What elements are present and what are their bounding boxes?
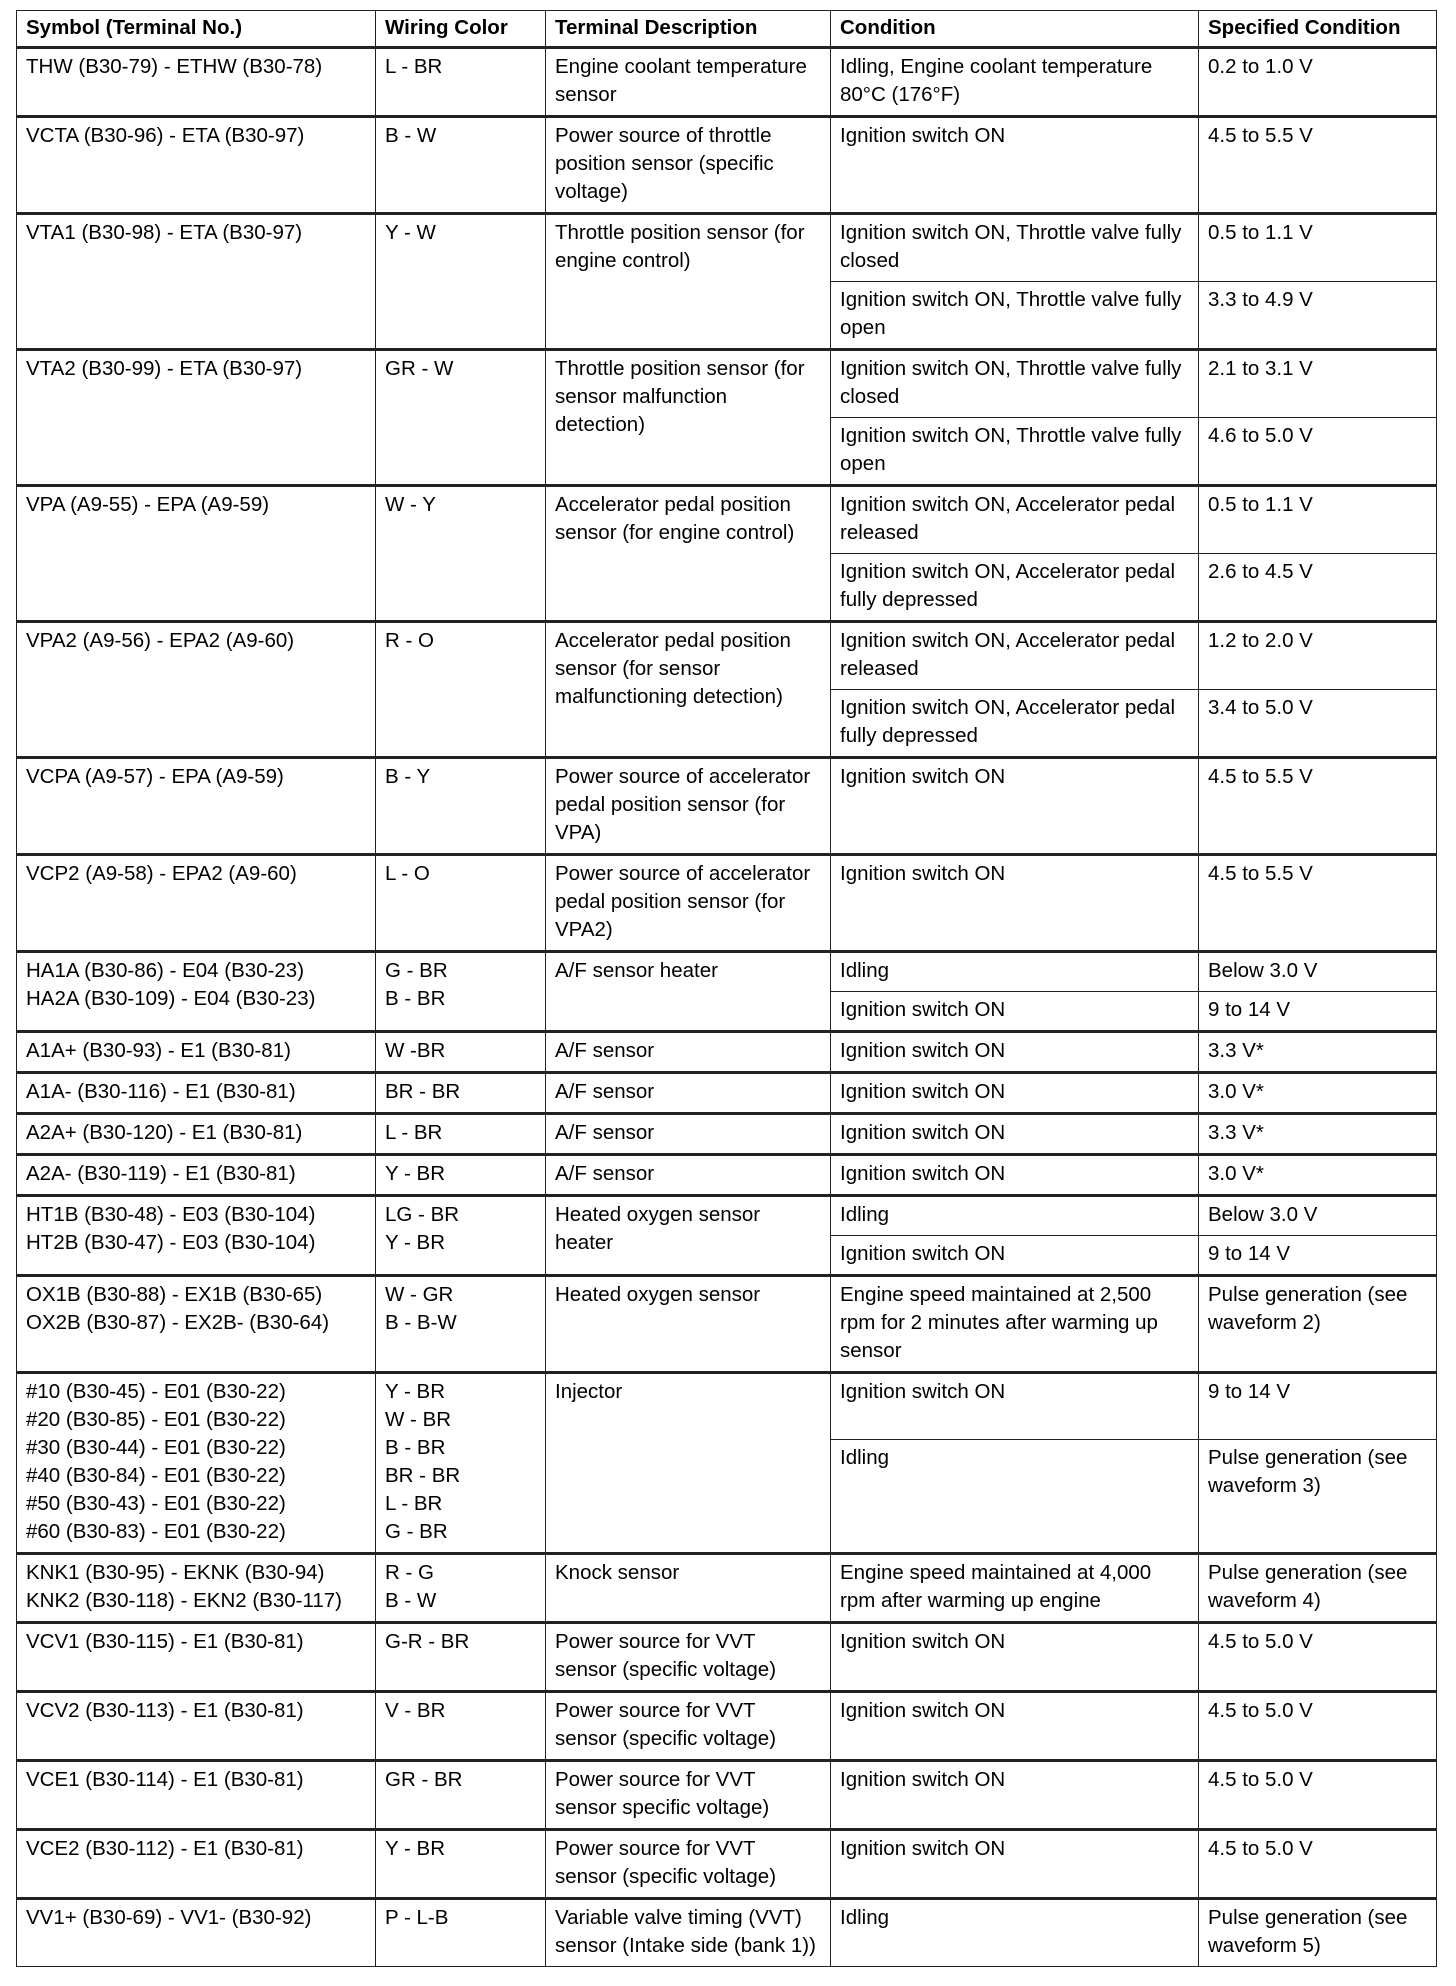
symbol-cell [17,1554,376,1623]
terminal-description-cell: Injector [546,1373,831,1554]
symbol-cell [17,1114,376,1155]
wiring-color-cell-line: L - BR [385,55,443,78]
condition-cell: Ignition switch ON, Accelerator pedal released [831,622,1199,690]
wiring-color-cell-line: Y - BR [385,1231,445,1254]
terminal-description-cell: Throttle position sensor (for engine control) [546,214,831,350]
symbol-cell [17,758,376,855]
specified-condition-cell: Pulse generation (see waveform 2) [1199,1276,1437,1373]
condition-cell: Engine speed maintained at 2,500 rpm for 2 minutes after warming up sensor [831,1276,1199,1373]
terminal-description-cell: Power source for VVT sensor specific voltage) [546,1761,831,1830]
header-specified-condition: Specified Condition [1199,11,1437,48]
wiring-color-cell-line: GR - W [385,357,454,380]
symbol-cell [17,117,376,214]
symbol-cell [17,1899,376,1967]
terminal-description-cell: Power source for VVT sensor (specific voltage) [546,1830,831,1899]
symbol-cell-line: #20 (B30-85) - E01 (B30-22) [26,1408,286,1431]
condition-cell: Ignition switch ON [831,855,1199,952]
terminal-description-cell: Knock sensor [546,1554,831,1623]
symbol-cell-line: KNK1 (B30-95) - EKNK (B30-94) [26,1561,325,1584]
condition-cell: Idling [831,1440,1199,1554]
condition-cell: Ignition switch ON, Accelerator pedal fully depressed [831,554,1199,622]
table-row [17,486,1437,554]
specified-condition-cell: 4.5 to 5.5 V [1199,855,1437,952]
condition-cell: Ignition switch ON, Throttle valve fully closed [831,350,1199,418]
wiring-color-cell [376,1114,546,1155]
specified-condition-cell: Pulse generation (see waveform 4) [1199,1554,1437,1623]
wiring-color-cell-line: B - Y [385,765,431,788]
wiring-color-cell-line: L - O [385,862,430,885]
condition-cell: Ignition switch ON [831,1373,1199,1440]
wiring-color-cell [376,48,546,117]
terminal-description-cell: Accelerator pedal position sensor (for engine control) [546,486,831,622]
wiring-color-cell-line: W - BR [385,1408,452,1431]
wiring-color-cell [376,952,546,1032]
condition-cell: Ignition switch ON [831,1623,1199,1692]
terminal-description-cell: Power source of accelerator pedal position sensor (for VPA) [546,758,831,855]
wiring-color-cell [376,1155,546,1196]
wiring-color-cell [376,1623,546,1692]
header-wiring-color: Wiring Color [376,11,546,48]
table-row [17,1899,1437,1967]
header-row [17,11,1437,48]
condition-cell: Ignition switch ON, Accelerator pedal released [831,486,1199,554]
symbol-cell-line: VCV1 (B30-115) - E1 (B30-81) [26,1630,304,1653]
symbol-cell-line: HA1A (B30-86) - E04 (B30-23) [26,959,305,982]
terminal-description-cell: A/F sensor [546,1073,831,1114]
wiring-color-cell-line: B - W [385,1589,437,1612]
symbol-cell-line: VCP2 (A9-58) - EPA2 (A9-60) [26,862,297,885]
table-row [17,758,1437,855]
specified-condition-cell: 1.2 to 2.0 V [1199,622,1437,690]
specified-condition-cell: 0.5 to 1.1 V [1199,214,1437,282]
symbol-cell-line: A1A- (B30-116) - E1 (B30-81) [26,1080,296,1103]
symbol-cell [17,1276,376,1373]
symbol-cell-line: THW (B30-79) - ETHW (B30-78) [26,55,323,78]
symbol-cell-line: VV1+ (B30-69) - VV1- (B30-92) [26,1906,312,1929]
terminal-description-cell: Power source of throttle position sensor (specific voltage) [546,117,831,214]
table-row [17,1276,1437,1373]
wiring-color-cell [376,1032,546,1073]
condition-cell: Idling [831,1196,1199,1236]
symbol-cell [17,48,376,117]
specified-condition-cell: 3.0 V* [1199,1073,1437,1114]
wiring-color-cell-line: Y - W [385,221,436,244]
symbol-cell [17,214,376,350]
symbol-cell-line: #10 (B30-45) - E01 (B30-22) [26,1380,286,1403]
specified-condition-cell: 3.3 V* [1199,1114,1437,1155]
condition-cell: Ignition switch ON, Accelerator pedal fully depressed [831,690,1199,758]
symbol-cell [17,1692,376,1761]
wiring-color-cell [376,1373,546,1554]
symbol-cell-line: #50 (B30-43) - E01 (B30-22) [26,1492,286,1515]
wiring-color-cell-line: R - O [385,629,434,652]
condition-cell: Idling, Engine coolant temperature 80°C (176°F) [831,48,1199,117]
terminal-description-cell: Power source for VVT sensor (specific voltage) [546,1692,831,1761]
symbol-cell-line: VCE1 (B30-114) - E1 (B30-81) [26,1768,304,1791]
terminal-description-cell: Throttle position sensor (for sensor malfunction detection) [546,350,831,486]
wiring-color-cell [376,486,546,622]
table-body [17,48,1437,1967]
wiring-color-cell [376,758,546,855]
symbol-cell-line: VCE2 (B30-112) - E1 (B30-81) [26,1837,304,1860]
specified-condition-cell: 9 to 14 V [1199,1373,1437,1440]
table-row [17,1196,1437,1236]
wiring-color-cell-line: BR - BR [385,1080,461,1103]
specified-condition-cell: 0.5 to 1.1 V [1199,486,1437,554]
terminal-description-cell: Heated oxygen sensor [546,1276,831,1373]
wiring-color-cell [376,1196,546,1276]
wiring-color-cell-line: W - GR [385,1283,454,1306]
symbol-cell [17,1623,376,1692]
condition-cell: Ignition switch ON [831,1155,1199,1196]
symbol-cell [17,1196,376,1276]
specified-condition-cell: Pulse generation (see waveform 3) [1199,1440,1437,1554]
wiring-color-cell-line: G - BR [385,959,448,982]
wiring-color-cell-line: B - BR [385,987,446,1010]
symbol-cell-line: A2A- (B30-119) - E1 (B30-81) [26,1162,296,1185]
wiring-color-cell [376,855,546,952]
specified-condition-cell: Pulse generation (see waveform 5) [1199,1899,1437,1967]
table-row [17,952,1437,992]
table-row [17,1155,1437,1196]
condition-cell: Ignition switch ON [831,1114,1199,1155]
symbol-cell-line: VPA2 (A9-56) - EPA2 (A9-60) [26,629,295,652]
condition-cell: Ignition switch ON [831,758,1199,855]
terminal-description-cell: A/F sensor [546,1032,831,1073]
condition-cell: Ignition switch ON [831,1032,1199,1073]
specified-condition-cell: 3.3 V* [1199,1032,1437,1073]
symbol-cell [17,952,376,1032]
specified-condition-cell: 2.6 to 4.5 V [1199,554,1437,622]
symbol-cell-line: HT1B (B30-48) - E03 (B30-104) [26,1203,316,1226]
header-symbol: Symbol (Terminal No.) [17,11,376,48]
condition-cell: Ignition switch ON, Throttle valve fully closed [831,214,1199,282]
specified-condition-cell: Below 3.0 V [1199,1196,1437,1236]
symbol-cell [17,855,376,952]
wiring-color-cell-line: B - B-W [385,1311,457,1334]
wiring-color-cell-line: L - BR [385,1492,443,1515]
symbol-cell-line: VTA1 (B30-98) - ETA (B30-97) [26,221,303,244]
symbol-cell [17,1073,376,1114]
wiring-color-cell-line: R - G [385,1561,434,1584]
symbol-cell-line: #40 (B30-84) - E01 (B30-22) [26,1464,286,1487]
symbol-cell [17,1830,376,1899]
wiring-color-cell [376,622,546,758]
symbol-cell [17,486,376,622]
wiring-color-cell-line: G-R - BR [385,1630,470,1653]
specified-condition-cell: 3.0 V* [1199,1155,1437,1196]
table-row [17,1373,1437,1440]
condition-cell: Ignition switch ON [831,1073,1199,1114]
wiring-color-cell-line: W - Y [385,493,436,516]
terminal-description-cell: Power source for VVT sensor (specific voltage) [546,1623,831,1692]
specified-condition-cell: 9 to 14 V [1199,992,1437,1032]
terminal-description-cell: A/F sensor heater [546,952,831,1032]
terminal-description-cell: A/F sensor [546,1155,831,1196]
symbol-cell-line: OX1B (B30-88) - EX1B (B30-65) [26,1283,323,1306]
wiring-color-cell-line: L - BR [385,1121,443,1144]
table-row [17,214,1437,282]
table-row [17,350,1437,418]
wiring-color-cell-line: V - BR [385,1699,446,1722]
specified-condition-cell: 9 to 14 V [1199,1236,1437,1276]
condition-cell: Ignition switch ON [831,1692,1199,1761]
terminal-spec-table [16,10,1437,1967]
wiring-color-cell-line: Y - BR [385,1380,445,1403]
wiring-color-cell-line: P - L-B [385,1906,449,1929]
terminal-description-cell: Power source of accelerator pedal position sensor (for VPA2) [546,855,831,952]
specified-condition-cell: 4.5 to 5.0 V [1199,1761,1437,1830]
terminal-description-cell: Variable valve timing (VVT) sensor (Intake side (bank 1)) [546,1899,831,1967]
symbol-cell [17,1761,376,1830]
condition-cell: Ignition switch ON [831,1830,1199,1899]
condition-cell: Engine speed maintained at 4,000 rpm after warming up engine [831,1554,1199,1623]
table-row [17,1623,1437,1692]
terminal-description-cell: Heated oxygen sensor heater [546,1196,831,1276]
symbol-cell-line: HA2A (B30-109) - E04 (B30-23) [26,987,316,1010]
condition-cell: Idling [831,952,1199,992]
symbol-cell-line: HT2B (B30-47) - E03 (B30-104) [26,1231,316,1254]
symbol-cell-line: VPA (A9-55) - EPA (A9-59) [26,493,270,516]
specified-condition-cell: 3.4 to 5.0 V [1199,690,1437,758]
symbol-cell-line: OX2B (B30-87) - EX2B- (B30-64) [26,1311,330,1334]
terminal-description-cell: Accelerator pedal position sensor (for sensor malfunctioning detection) [546,622,831,758]
condition-cell: Ignition switch ON [831,117,1199,214]
specified-condition-cell: 2.1 to 3.1 V [1199,350,1437,418]
table-row [17,117,1437,214]
table-row [17,48,1437,117]
condition-cell: Ignition switch ON [831,1236,1199,1276]
wiring-color-cell [376,1899,546,1967]
header-terminal-description: Terminal Description [546,11,831,48]
table-row [17,1554,1437,1623]
wiring-color-cell-line: B - BR [385,1436,446,1459]
specified-condition-cell: 4.5 to 5.0 V [1199,1830,1437,1899]
wiring-color-cell [376,1073,546,1114]
symbol-cell-line: VCV2 (B30-113) - E1 (B30-81) [26,1699,304,1722]
header-condition: Condition [831,11,1199,48]
table-row [17,1114,1437,1155]
wiring-color-cell [376,1761,546,1830]
symbol-cell-line: VCPA (A9-57) - EPA (A9-59) [26,765,284,788]
wiring-color-cell-line: B - W [385,124,437,147]
table-row [17,1830,1437,1899]
condition-cell: Idling [831,1899,1199,1967]
wiring-color-cell [376,1276,546,1373]
table-row [17,855,1437,952]
symbol-cell-line: A1A+ (B30-93) - E1 (B30-81) [26,1039,291,1062]
wiring-color-cell-line: W -BR [385,1039,446,1062]
wiring-color-cell-line: BR - BR [385,1464,461,1487]
specified-condition-cell: 4.5 to 5.5 V [1199,758,1437,855]
table-row [17,622,1437,690]
table-row [17,1761,1437,1830]
table-row [17,1692,1437,1761]
wiring-color-cell-line: GR - BR [385,1768,463,1791]
symbol-cell-line: KNK2 (B30-118) - EKN2 (B30-117) [26,1589,342,1612]
symbol-cell [17,350,376,486]
wiring-color-cell [376,350,546,486]
specified-condition-cell: Below 3.0 V [1199,952,1437,992]
symbol-cell-line: #60 (B30-83) - E01 (B30-22) [26,1520,286,1543]
specified-condition-cell: 4.5 to 5.0 V [1199,1623,1437,1692]
symbol-cell-line: #30 (B30-44) - E01 (B30-22) [26,1436,286,1459]
wiring-color-cell [376,214,546,350]
condition-cell: Ignition switch ON [831,1761,1199,1830]
symbol-cell [17,1032,376,1073]
wiring-color-cell-line: G - BR [385,1520,448,1543]
wiring-color-cell-line: Y - BR [385,1837,445,1860]
wiring-color-cell [376,117,546,214]
wiring-color-cell [376,1554,546,1623]
symbol-cell [17,1155,376,1196]
wiring-color-cell-line: Y - BR [385,1162,445,1185]
condition-cell: Ignition switch ON, Throttle valve fully open [831,418,1199,486]
symbol-cell [17,1373,376,1554]
specified-condition-cell: 4.5 to 5.5 V [1199,117,1437,214]
condition-cell: Ignition switch ON, Throttle valve fully open [831,282,1199,350]
specified-condition-cell: 4.6 to 5.0 V [1199,418,1437,486]
table-row [17,1032,1437,1073]
condition-cell: Ignition switch ON [831,992,1199,1032]
symbol-cell-line: A2A+ (B30-120) - E1 (B30-81) [26,1121,303,1144]
specified-condition-cell: 3.3 to 4.9 V [1199,282,1437,350]
wiring-color-cell [376,1692,546,1761]
wiring-color-cell [376,1830,546,1899]
specified-condition-cell: 0.2 to 1.0 V [1199,48,1437,117]
table-row [17,1073,1437,1114]
terminal-description-cell: Engine coolant temperature sensor [546,48,831,117]
symbol-cell [17,622,376,758]
symbol-cell-line: VCTA (B30-96) - ETA (B30-97) [26,124,305,147]
symbol-cell-line: VTA2 (B30-99) - ETA (B30-97) [26,357,303,380]
wiring-color-cell-line: LG - BR [385,1203,460,1226]
specified-condition-cell: 4.5 to 5.0 V [1199,1692,1437,1761]
terminal-description-cell: A/F sensor [546,1114,831,1155]
